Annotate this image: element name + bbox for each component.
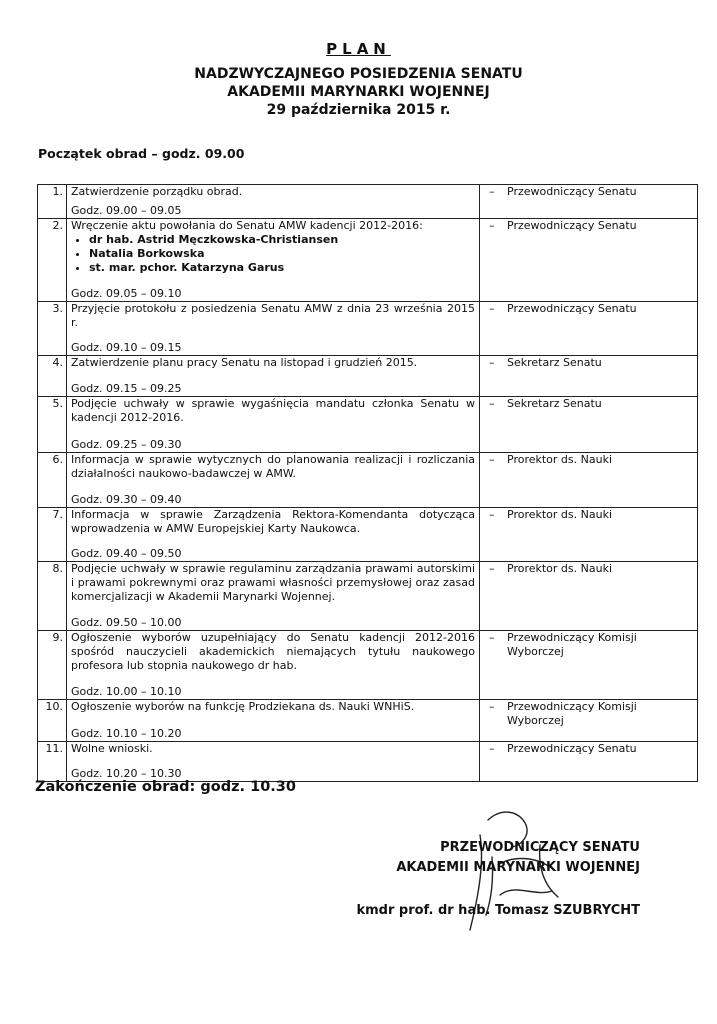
dash: – [489, 185, 495, 198]
item-subject: Informacja w sprawie wytycznych do planowania realizacji i rozliczania działalności naukowo-badawczej w AMW. [71, 453, 475, 480]
dash: – [489, 302, 495, 315]
item-time: Godz. 09.00 – 09.05 [71, 204, 182, 217]
agenda-row [38, 185, 698, 219]
item-subject: Zatwierdzenie porządku obrad. [71, 185, 243, 198]
dash: – [489, 742, 495, 755]
dash: – [489, 356, 495, 369]
item-subject: Przyjęcie protokołu z posiedzenia Senatu AMW z dnia 23 września 2015 r. [71, 302, 475, 329]
title-line-1: NADZWYCZAJNEGO POSIEDZENIA SENATU [194, 66, 523, 82]
item-responsible: Przewodniczący Senatu [507, 742, 637, 755]
item-time: Godz. 10.10 – 10.20 [71, 727, 182, 740]
item-subject: Informacja w sprawie Zarządzenia Rektora-Komendanta dotycząca wprowadzenia w AMW Europejskiej Karty Naukowca. [71, 508, 475, 535]
appointee-list [71, 233, 475, 275]
item-responsible: Prorektor ds. Nauki [507, 562, 613, 575]
item-responsible: Sekretarz Senatu [507, 397, 602, 410]
item-number: 4. [38, 356, 67, 397]
item-subject: Ogłoszenie wyborów uzupełniający do Senatu kadencji 2012-2016 spośród nauczycieli akademickich niemających tytułu naukowego profesora lub stopnia naukowego dr hab. [71, 631, 475, 672]
item-responsible: Przewodniczący Komisji Wyborczej [507, 700, 637, 727]
agenda-row [38, 508, 698, 562]
item-number: 7. [38, 508, 67, 562]
end-time-text: Zakończenie obrad: godz. 10.30 [35, 779, 296, 795]
item-number: 6. [38, 453, 67, 508]
dash: – [489, 562, 495, 575]
item-number: 10. [38, 700, 67, 742]
item-subject: Zatwierdzenie planu pracy Senatu na listopad i grudzień 2015. [71, 356, 418, 369]
item-number: 11. [38, 742, 67, 782]
agenda-row [38, 453, 698, 508]
signatory-name: kmdr prof. dr hab. Tomasz SZUBRYCHT [356, 903, 640, 918]
item-responsible: Prorektor ds. Nauki [507, 508, 613, 521]
agenda-table [37, 184, 698, 782]
item-responsible: Przewodniczący Komisji Wyborczej [507, 631, 637, 658]
start-time-text: Początek obrad – godz. 09.00 [38, 146, 245, 161]
item-responsible: Prorektor ds. Nauki [507, 453, 613, 466]
item-time: Godz. 09.30 – 09.40 [71, 493, 182, 506]
item-time: Godz. 10.20 – 10.30 [71, 767, 182, 780]
agenda-row [38, 356, 698, 397]
item-time: Godz. 09.05 – 09.10 [71, 287, 182, 300]
item-responsible: Przewodniczący Senatu [507, 302, 637, 315]
plan-heading: PLAN [326, 40, 391, 58]
item-number: 5. [38, 397, 67, 453]
item-subject: Podjęcie uchwały w sprawie regulaminu zarządzania prawami autorskimi i prawami pokrewnymi oraz prawami własności przemysłowej oraz zasad komercjalizacji w Akademii Marynarki Wojennej. [71, 562, 475, 603]
agenda-row [38, 700, 698, 742]
item-time: Godz. 09.10 – 09.15 [71, 341, 182, 354]
item-number: 1. [38, 185, 67, 219]
item-subject: Podjęcie uchwały w sprawie wygaśnięcia mandatu członka Senatu w kadencji 2012-2016. [71, 397, 475, 424]
item-number: 3. [38, 302, 67, 356]
agenda-row [38, 562, 698, 631]
dash: – [489, 631, 495, 644]
handwritten-signature [440, 805, 580, 945]
agenda-row [38, 631, 698, 700]
dash: – [489, 700, 495, 713]
item-responsible: Przewodniczący Senatu [507, 219, 637, 232]
signature-title-line-1: PRZEWODNICZĄCY SENATU [440, 840, 640, 855]
item-time: Godz. 10.00 – 10.10 [71, 685, 182, 698]
item-time: Godz. 09.40 – 09.50 [71, 547, 182, 560]
item-number: 9. [38, 631, 67, 700]
item-time: Godz. 09.25 – 09.30 [71, 438, 182, 451]
item-subject: Wręczenie aktu powołania do Senatu AMW kadencji 2012-2016: [71, 219, 423, 232]
item-subject: Wolne wnioski. [71, 742, 153, 755]
dash: – [489, 397, 495, 410]
appointee: • st. mar. pchor. Katarzyna Garus [89, 261, 475, 275]
item-time: Godz. 09.15 – 09.25 [71, 382, 182, 395]
appointee: • Natalia Borkowska [89, 247, 475, 261]
dash: – [489, 508, 495, 521]
item-time: Godz. 09.50 – 10.00 [71, 616, 182, 629]
appointee: • dr hab. Astrid Męczkowska-Christiansen [89, 233, 475, 247]
item-responsible: Przewodniczący Senatu [507, 185, 637, 198]
agenda-row [38, 219, 698, 302]
signature-title-line-2: AKADEMII MARYNARKI WOJENNEJ [396, 860, 640, 875]
dash: – [489, 453, 495, 466]
item-subject: Ogłoszenie wyborów na funkcję Prodziekana ds. Nauki WNHiS. [71, 700, 415, 713]
agenda-row [38, 742, 698, 782]
dash: – [489, 219, 495, 232]
item-number: 8. [38, 562, 67, 631]
agenda-row [38, 397, 698, 453]
title-line-2: AKADEMII MARYNARKI WOJENNEJ [227, 84, 490, 100]
meeting-date: 29 października 2015 r. [266, 102, 451, 118]
item-responsible: Sekretarz Senatu [507, 356, 602, 369]
agenda-row [38, 302, 698, 356]
item-number: 2. [38, 219, 67, 302]
